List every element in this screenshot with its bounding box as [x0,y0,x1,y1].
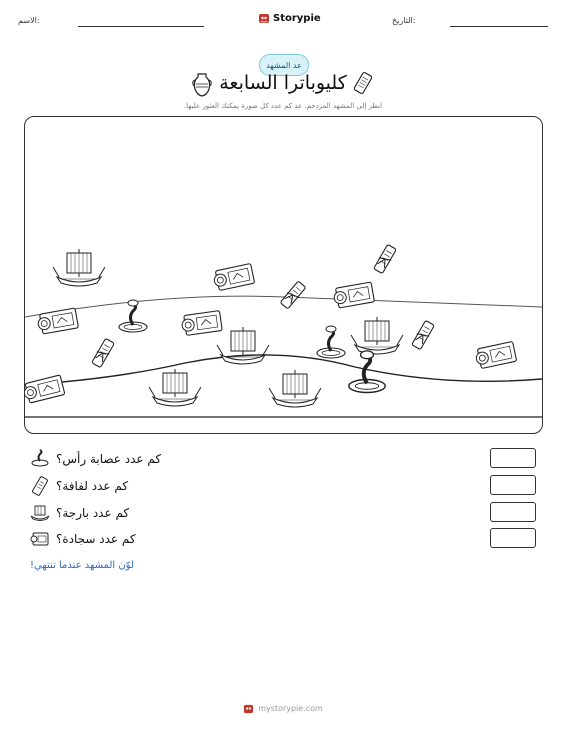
date-line[interactable] [450,26,548,27]
question-text: كم عدد بارجة؟ [56,506,130,520]
cobra-headband-2 [317,326,345,358]
ship-2 [217,327,269,364]
storypie-logo-icon [258,12,270,24]
scene-count-badge: عد المشهد [259,54,309,76]
answer-box-rug[interactable] [490,528,536,548]
scroll-4 [411,320,435,350]
answer-box-headband[interactable] [490,448,536,468]
color-instruction: لوّن المشهد عندما تنتهي! [30,560,134,571]
answer-box-ship[interactable] [490,502,536,522]
headband-icon [30,449,50,469]
title-scroll-icon [352,70,374,96]
instructions-text: انظر إلى المشهد المزدحم. عد كم عدد كل صورة يمكنك العثور عليها. [183,102,383,110]
rug-2 [37,308,79,334]
answer-box-scroll[interactable] [490,475,536,495]
counting-scene [24,116,543,434]
brand-name: Storypie [273,12,321,24]
brand-logo [258,12,321,24]
page-title: كليوباترا السابعة [219,72,347,94]
date-label: التاريخ: [392,16,416,25]
scroll-2 [279,280,306,309]
name-label: الاسم: [18,16,40,25]
footer-url[interactable]: mystorypie.com [258,704,323,713]
question-scroll [30,476,128,496]
rug-3 [181,311,222,336]
rug-icon [30,529,50,549]
scroll-1 [373,244,397,274]
cobra-headband-1 [119,300,147,332]
page-footer [0,703,566,714]
page-header [0,10,566,34]
ship-4 [149,369,201,406]
ship-icon [30,503,50,523]
rug-5 [25,375,65,404]
ship-1 [53,249,105,286]
rug-6 [474,341,516,369]
question-text: كم عدد لفافة؟ [56,479,129,493]
storypie-footer-logo-icon [243,703,254,714]
ship-3 [351,317,403,354]
scroll-3 [91,338,115,368]
question-headband [30,449,161,469]
question-ship [30,503,129,523]
rug-1 [212,263,254,291]
question-rug [30,529,136,549]
question-text: كم عدد سجادة؟ [56,532,136,546]
rug-4 [333,282,375,308]
name-line[interactable] [78,26,204,27]
ship-5 [269,370,321,407]
question-text: كم عدد عصابة رأس؟ [56,452,162,466]
scroll-icon [30,476,50,496]
